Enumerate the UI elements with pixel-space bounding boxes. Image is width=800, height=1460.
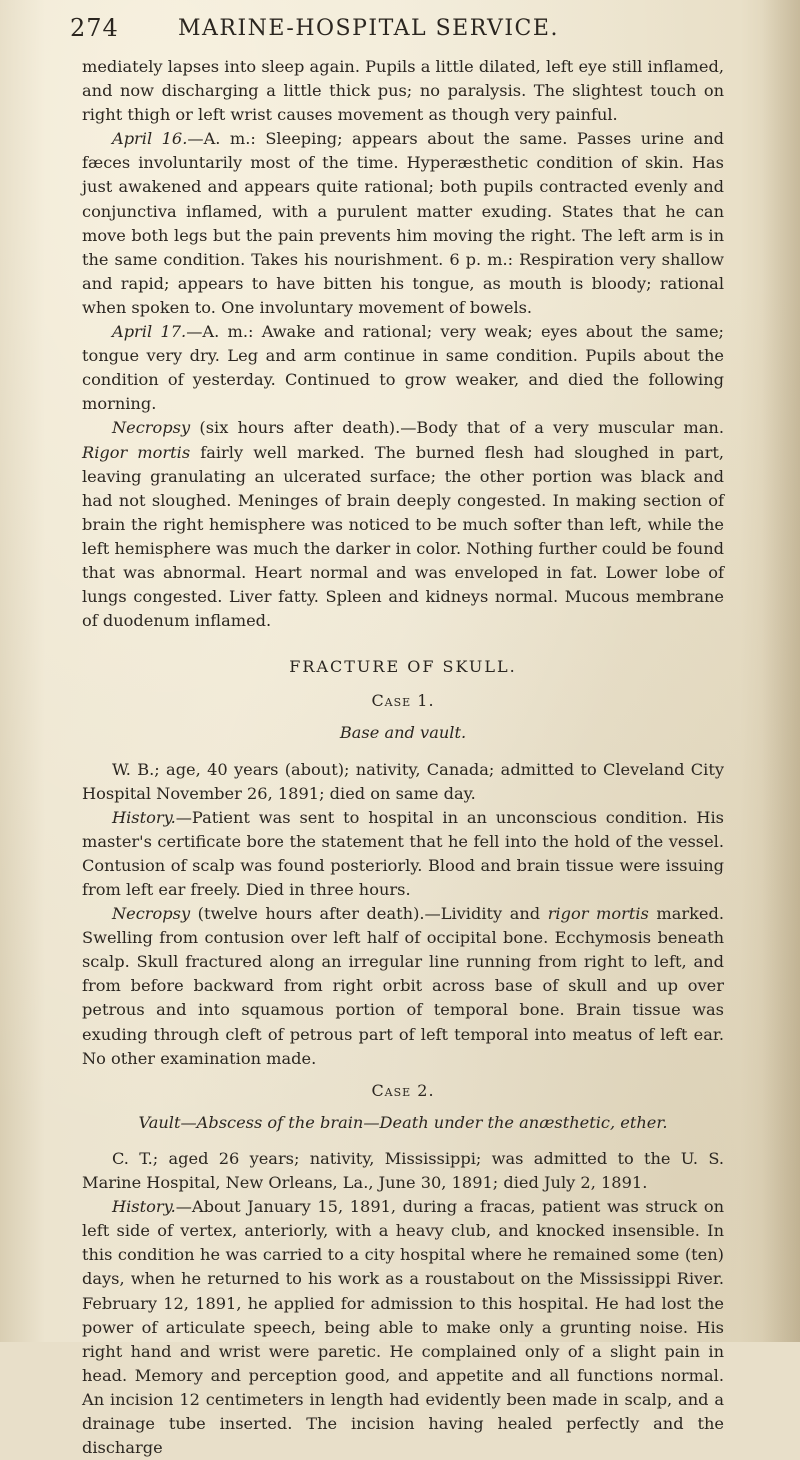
april-17-text: —A. m.: Awake and rational; very weak; eyes about the same; tongue very dry. Leg and arm continue in same condition. Pupils about the condition of yesterday. Continued to grow weaker, and died the following morning.: [82, 322, 724, 414]
case-2-intro: C. T.; aged 26 years; nativity, Mississippi; was admitted to the U. S. Marine Hospital, New Orleans, La., June 30, 1891; died July 2, 1891.: [82, 1148, 724, 1193]
case-1-history-label: History.: [112, 807, 176, 827]
case-2-subheading: Vault—Abscess of the brain—Death under the anæsthetic, ether.: [138, 1112, 668, 1132]
april-16-label: April 16.: [112, 129, 188, 149]
necropsy-label: Necropsy: [112, 418, 191, 438]
necropsy-paragraph: [82, 416, 724, 633]
case-1-intro: W. B.; age, 40 years (about); nativity, Canada; admitted to Cleveland City Hospital November 26, 1891; died on same day.: [82, 759, 724, 803]
case-2-heading: Case 2.: [371, 1080, 435, 1100]
section-title: FRACTURE OF SKULL.: [289, 657, 517, 677]
continuation-paragraph: mediately lapses into sleep again. Pupils a little dilated, left eye still inflamed, and now discharging a little thick pus; no paralysis. The slightest touch on right thigh or left wrist causes movement as though very painful.: [82, 57, 724, 125]
case-1-necropsy-paragraph: [82, 902, 724, 1071]
necropsy-text-a: .—Body that of a very muscular man.: [395, 418, 725, 438]
case-2-history-paragraph: [82, 1195, 724, 1460]
running-head: MARINE-HOSPITAL SERVICE.: [178, 16, 559, 41]
april-17-label: April 17.: [112, 322, 187, 342]
case-2-history-text: —About January 15, 1891, during a fracas, patient was struck on left side of vertex, anteriorly, with a heavy club, and knocked insensible. In this condition he was carried to a city hospital where he remained some (ten) days, when he returned to his work as a roustabout on the Mississippi River. February 12, 1891, he applied for admission to this hospital. He had lost the power of articulate speech, being able to make only a grunting noise. His right hand and wrist were paretic. He complained only of a slight pain in head. Memory and perception good, and appetite and all functions normal. An incision 12 centimeters in length had evidently been made in scalp, and a drainage tube inserted. The incision having healed perfectly and the discharge: [82, 1197, 724, 1458]
necropsy-paren: (six hours after death): [199, 418, 396, 438]
case-1-history-text: —Patient was sent to hospital in an unconscious condition. His master's certificate bore the statement that he fell into the hold of the vessel. Contusion of scalp was found posteriorly. Blood and brain tissue were issuing from left ear freely. Died in three hours.: [82, 807, 724, 899]
necropsy-text-b: fairly well marked. The burned flesh had sloughed in part, leaving granulating an ulcerated surface; the other portion was black and had not sloughed. Meninges of brain deeply congested. In making section of brain the right hemisphere was noticed to be much softer than left, while the left hemisphere was much the darker in color. Nothing further could be found that was abnormal. Heart normal and was enveloped in fat. Lower lobe of lungs congested. Liver fatty. Spleen and kidneys normal. Mucous membrane of duodenum inflamed.: [82, 442, 724, 631]
case-2-history-label: History.: [112, 1197, 176, 1217]
case-1-necropsy-text-b: marked. Swelling from contusion over left half of occipital bone. Ecchymosis beneath scalp. Skull fractured along an irregular line running from right to left, and from before backward from right orbit across base of skull and up over petrous and into squamous portion of temporal bone. Brain tissue was exuding through cleft of petrous part of left temporal into meatus of left ear. No other examination made.: [82, 904, 724, 1068]
case-1-necropsy-label: Necropsy: [112, 904, 191, 924]
rigor-mortis-term: Rigor mortis: [82, 442, 191, 462]
april-17-paragraph: [82, 320, 724, 416]
case-1-necropsy-paren: (twelve hours after death): [197, 904, 420, 924]
case-1-rigor-mortis-term: rigor mortis: [547, 904, 649, 924]
body-text: [82, 55, 724, 1460]
case-1-history-paragraph: [82, 806, 724, 902]
case-1-heading: Case 1.: [371, 691, 435, 711]
april-16-paragraph: [82, 127, 724, 320]
case-1-subheading: Base and vault.: [339, 723, 467, 743]
page-header: [70, 14, 730, 50]
april-16-text: —A. m.: Sleeping; appears about the same. Passes urine and fæces involuntarily most of the time. Hyperæsthetic condition of skin. Has just awakened and appears quite rational; both pupils contracted evenly and conjunctiva inflamed, with a purulent matter exuding. States that he can move both legs but the pain prevents him moving the right. The left arm is in the same condition. Takes his nourishment. 6 p. m.: Respiration very shallow and rapid; appears to have bitten his tongue, as mouth is bloody; rational when spoken to. One involuntary movement of bowels.: [82, 129, 724, 317]
page-number: 274: [70, 14, 119, 42]
case-1-necropsy-text-a: .—Lividity and: [419, 904, 548, 924]
